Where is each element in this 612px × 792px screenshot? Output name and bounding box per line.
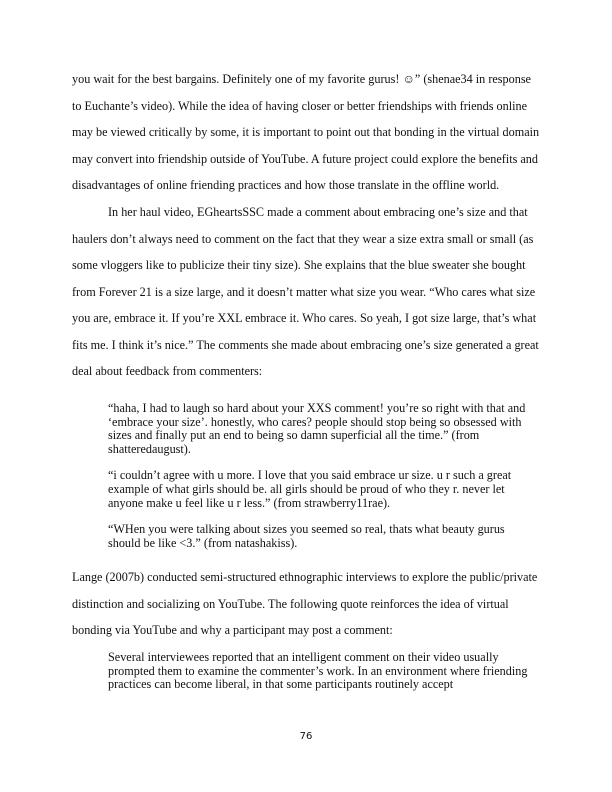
paragraph-3-text: Lange (2007b) conducted semi-structured ethnographic interviews to explore the public/private distinction and socializing on YouTube. The following quote reinforces the idea of virtual bonding via YouTube and why a participant may post a comment: (72, 570, 538, 637)
block-quote-comments (108, 402, 540, 563)
paragraph-1 (72, 66, 540, 199)
quote-strawberry11rae: “i couldn’t agree with u more. I love that you said embrace ur size. u r such a great example of what girls should be. all girls should be proud of who they r. never let anyone make u feel like u r less.” (from strawberry11rae). (108, 468, 512, 510)
paragraph-2 (72, 199, 540, 385)
quote-shatteredaugust: “haha, I had to laugh so hard about your XXS comment! you’re so right with that and ‘embrace your size’. honestly, who cares? people should stop being so obsessed with sizes and finally put an end to being so damn superficial all the time.” (from shatteredaugust). (108, 401, 526, 456)
quote-lange-text: Several interviewees reported that an intelligent comment on their video usually prompted them to examine the commenter’s work. In an environment where friending practices can become liberal, in that some participants routinely accept (108, 650, 528, 692)
block-quote-lange (108, 651, 540, 705)
paragraph-1-text: you wait for the best bargains. Definitely one of my favorite gurus! ☺” (shenae34 in response to Euchante’s video). While the idea of having closer or better friendships with friends online may be viewed critically by some, it is important to point out that bonding in the virtual domain may convert into friendship outside of YouTube. A future project could explore the benefits and disadvantages of online friending practices and how those translate in the offline world. (72, 72, 540, 192)
paragraph-3 (72, 564, 540, 644)
page-number: 76 (299, 731, 313, 742)
quote-natashakiss: “WHen you were talking about sizes you seemed so real, thats what beauty gurus should be like <3.” (from natashakiss). (108, 522, 505, 550)
paragraph-2-text: In her haul video, EGheartsSSC made a comment about embracing one’s size and that haulers don’t always need to comment on the fact that they wear a size extra small or small (as some vloggers like to publicize their tiny size). She explains that the blue sweater she bought from Forever 21 is a size large, and it doesn’t matter what size you wear. “Who cares what size you are, embrace it. If you’re XXL embrace it. Who cares. So yeah, I got size large, that’s what fits me. I think it’s nice.” The comments she made about embracing one’s size generated a great deal about feedback from commenters: (72, 205, 539, 378)
